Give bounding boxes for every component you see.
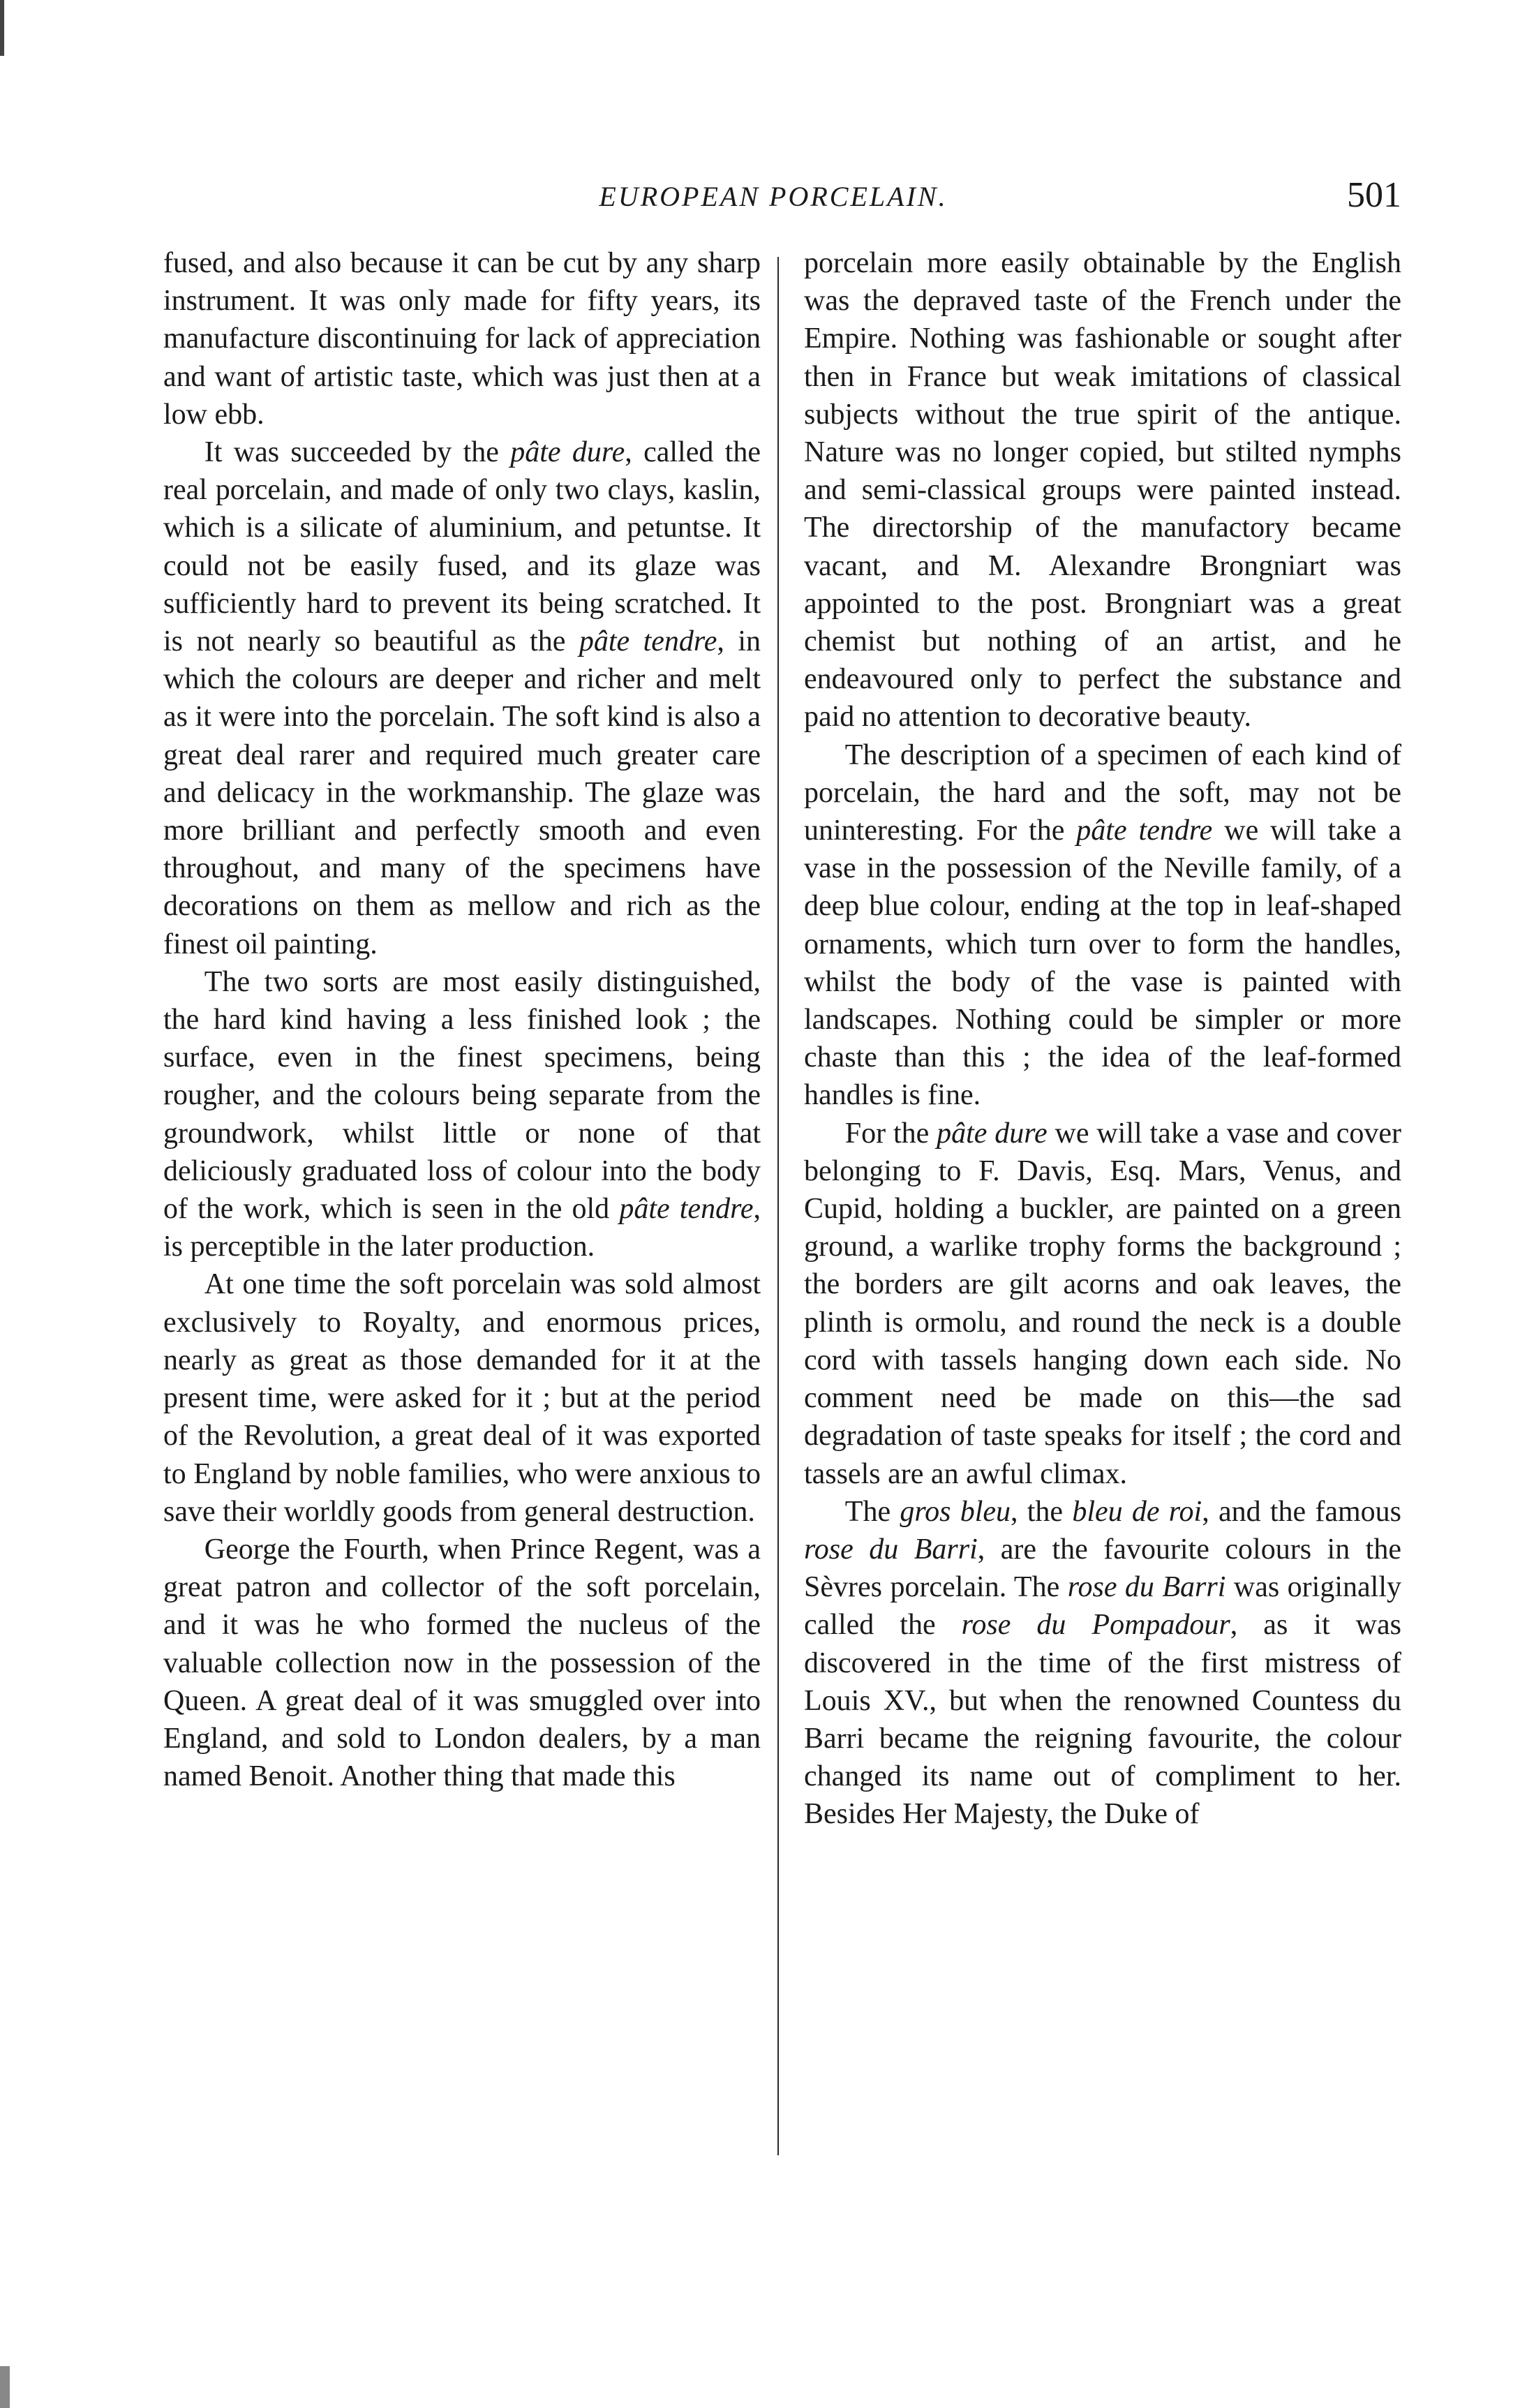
paragraph-text: was originally called the xyxy=(804,1571,1401,1642)
italic-term: rose du Pompadour xyxy=(961,1609,1230,1642)
paragraph-text: The xyxy=(844,1495,900,1528)
paragraph-text: , the xyxy=(1011,1495,1073,1528)
italic-term: pâte tendre xyxy=(619,1193,754,1226)
paragraph-text: At one time the soft porcelain was sold almost exclusively to Royalty, and enormous prices, nearly as great as those demanded for it at the present time, were asked for it ; but at the period of the Revolution, a great deal of it was exported to England by noble families, who were anxious to save their worldly goods from general destruction. xyxy=(163,1268,761,1528)
paragraph-text: It was succeeded by the xyxy=(204,436,511,469)
scan-edge-mark xyxy=(0,0,4,56)
paragraph-text: , is perceptible in the later production. xyxy=(163,1193,761,1263)
paragraph xyxy=(804,736,1401,1115)
paragraph-text: The description of a specimen of each kind of porcelain, the hard and the soft, may not be uninteresting. For the xyxy=(804,738,1401,847)
paragraph-text: we will take a vase in the possession of the Neville family, of a deep blue colour, ending at the top in leaf-shaped ornaments, which turn over to form the handles, whilst the body of the vase is painted with landscapes. Nothing could be simpler or more chaste than this ; the idea of the leaf-formed handles is fine. xyxy=(804,815,1401,1112)
paragraph xyxy=(804,1493,1401,1834)
scan-edge-mark xyxy=(0,2366,10,2408)
paragraph-text: For the xyxy=(844,1117,937,1150)
italic-term: pâte tendre xyxy=(579,625,717,658)
paragraph xyxy=(163,244,761,433)
paragraph xyxy=(804,1115,1401,1493)
right-column xyxy=(804,244,1401,1834)
paragraph-text: George the Fourth, when Prince Regent, was a great patron and collector of the soft porcelain, and it was he who formed the nucleus of the valuable collection now in the possession of the Queen. A great deal of it was smuggled over into England, and sold to London dealers, by a man named Benoit. Another thing that made this xyxy=(163,1533,761,1793)
paragraph xyxy=(804,244,1401,736)
paragraph xyxy=(163,963,761,1266)
paragraph-text: , in which the colours are deeper and richer and melt as it were into the porcelain. The soft kind is also a great deal rarer and required much greater care and delicacy in the workmanship. The glaze was more brilliant and perfectly smooth and even throughout, and many of the specimens have decorations on them as mellow and rich as the finest oil painting. xyxy=(163,625,761,960)
paragraph-text: porcelain more easily obtainable by the English was the depraved taste of the French under the Empire. Nothing was fashionable or sought after then in France but weak imitations of classical subjects without the true spirit of the antique. Nature was no longer copied, but stilted nymphs and semi-classical groups were painted instead. The directorship of the manufactory became vacant, and M. Alexandre Brongniart was appointed to the post. Brongniart was a great chemist but nothing of an artist, and he endeavoured only to perfect the substance and paid no attention to decorative beauty. xyxy=(804,247,1401,734)
paragraph xyxy=(163,1265,761,1530)
paragraph-text: fused, and also because it can be cut by any sharp instrument. It was only made for fifty years, its manufacture discontinuing for lack of appreciation and want of artistic taste, which was just then at a low ebb. xyxy=(163,247,761,431)
paragraph-text: , called the real porcelain, and made of only two clays, kaslin, which is a silicate of aluminium, and petuntse. It could not be easily fused, and its glaze was sufficiently hard to prevent its being scratched. It is not nearly so beautiful as the xyxy=(163,436,761,658)
paragraph-text: , and the famous xyxy=(1202,1495,1402,1528)
italic-term: gros bleu xyxy=(900,1495,1011,1528)
page-number: 501 xyxy=(1347,175,1401,215)
italic-term: pâte dure xyxy=(510,436,625,469)
column-rule xyxy=(777,257,779,2155)
paragraph-text: we will take a vase and cover belonging to F. Davis, Esq. Mars, Venus, and Cupid, holding a buckler, are painted on a green ground, a warlike trophy forms the background ; the borders are gilt acorns and oak leaves, the plinth is ormolu, and round the neck is a double cord with tassels hanging down each side. No comment need be made on this—the sad degradation of taste speaks for itself ; the cord and tassels are an awful climax. xyxy=(804,1117,1401,1490)
paragraph-text: , are the favourite colours in the Sèvres porcelain. The xyxy=(804,1533,1401,1604)
italic-term: rose du Barri xyxy=(1067,1571,1226,1604)
left-column xyxy=(163,244,761,1795)
running-title: EUROPEAN PORCELAIN. xyxy=(599,181,948,212)
paragraph xyxy=(163,1531,761,1795)
italic-term: rose du Barri xyxy=(804,1533,978,1566)
italic-term: bleu de roi xyxy=(1072,1495,1202,1528)
italic-term: pâte tendre xyxy=(1076,815,1213,847)
italic-term: pâte dure xyxy=(937,1117,1048,1150)
paragraph-text: The two sorts are most easily distinguished, the hard kind having a less finished look ; the surface, even in the finest specimens, being rougher, and the colours being separate from the groundwork, whilst little or none of that deliciously graduated loss of colour into the body of the work, which is seen in the old xyxy=(163,965,761,1226)
paragraph xyxy=(163,433,761,963)
paragraph-text: , as it was discovered in the time of the first mistress of Louis XV., but when the renowned Countess du Barri became the reigning favourite, the colour changed its name out of compliment to her. Besides Her Majesty, the Duke of xyxy=(804,1609,1401,1831)
